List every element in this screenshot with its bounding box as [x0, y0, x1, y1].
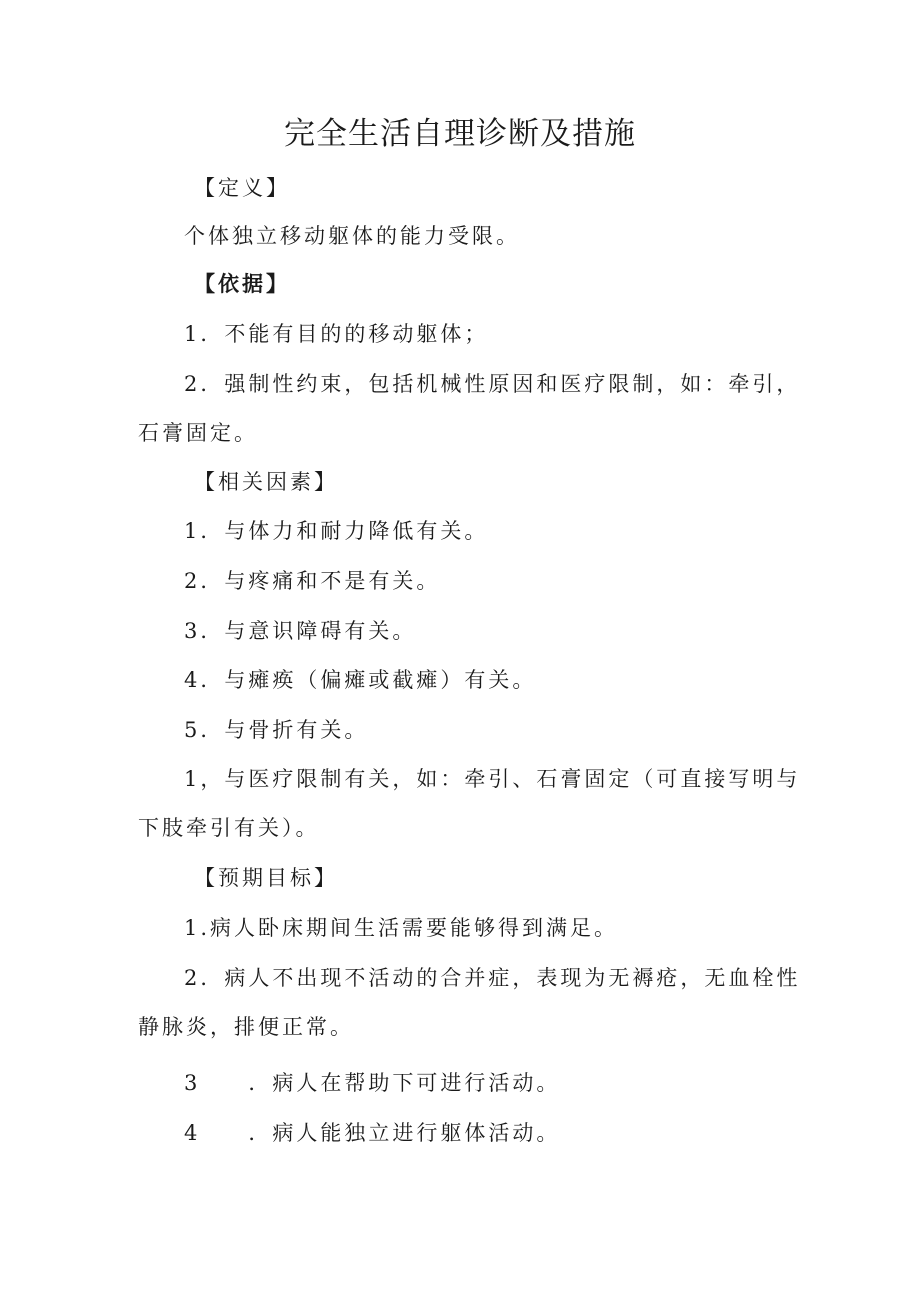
goals-item: 3 ．病人在帮助下可进行活动。: [184, 1071, 561, 1095]
factors-item: 4．与瘫痪（偏瘫或截瘫）有关。: [184, 668, 537, 692]
definition-text: 个体独立移动躯体的能力受限。: [184, 224, 520, 248]
goals-item: 1.病人卧床期间生活需要能够得到满足。: [184, 916, 619, 940]
factors-item: 5．与骨折有关。: [184, 718, 369, 742]
basis-heading: 【依据】: [194, 271, 290, 296]
factors-item: 2．与疼痛和不是有关。: [184, 569, 441, 593]
basis-item: 1．不能有目的的移动躯体；: [184, 322, 489, 346]
goals-item-continuation: 静脉炎，排便正常。: [138, 1015, 354, 1039]
goals-item: 4 ．病人能独立进行躯体活动。: [184, 1121, 561, 1145]
basis-item-continuation: 石膏固定。: [138, 421, 258, 445]
factors-item: 1，与医疗限制有关，如：牵引、石膏固定（可直接写明与: [184, 767, 801, 791]
factors-item: 1．与体力和耐力降低有关。: [184, 519, 489, 543]
factors-item-continuation: 下肢牵引有关）。: [138, 816, 320, 840]
factors-item: 3．与意识障碍有关。: [184, 619, 417, 643]
definition-heading: 【定义】: [194, 176, 290, 200]
document-title: 完全生活自理诊断及措施: [284, 116, 636, 152]
goals-heading: 【预期目标】: [194, 866, 338, 890]
goals-item: 2．病人不出现不活动的合并症，表现为无褥疮，无血栓性: [184, 966, 801, 990]
basis-item: 2．强制性约束，包括机械性原因和医疗限制，如：牵引，: [184, 372, 801, 396]
factors-heading: 【相关因素】: [194, 470, 338, 494]
